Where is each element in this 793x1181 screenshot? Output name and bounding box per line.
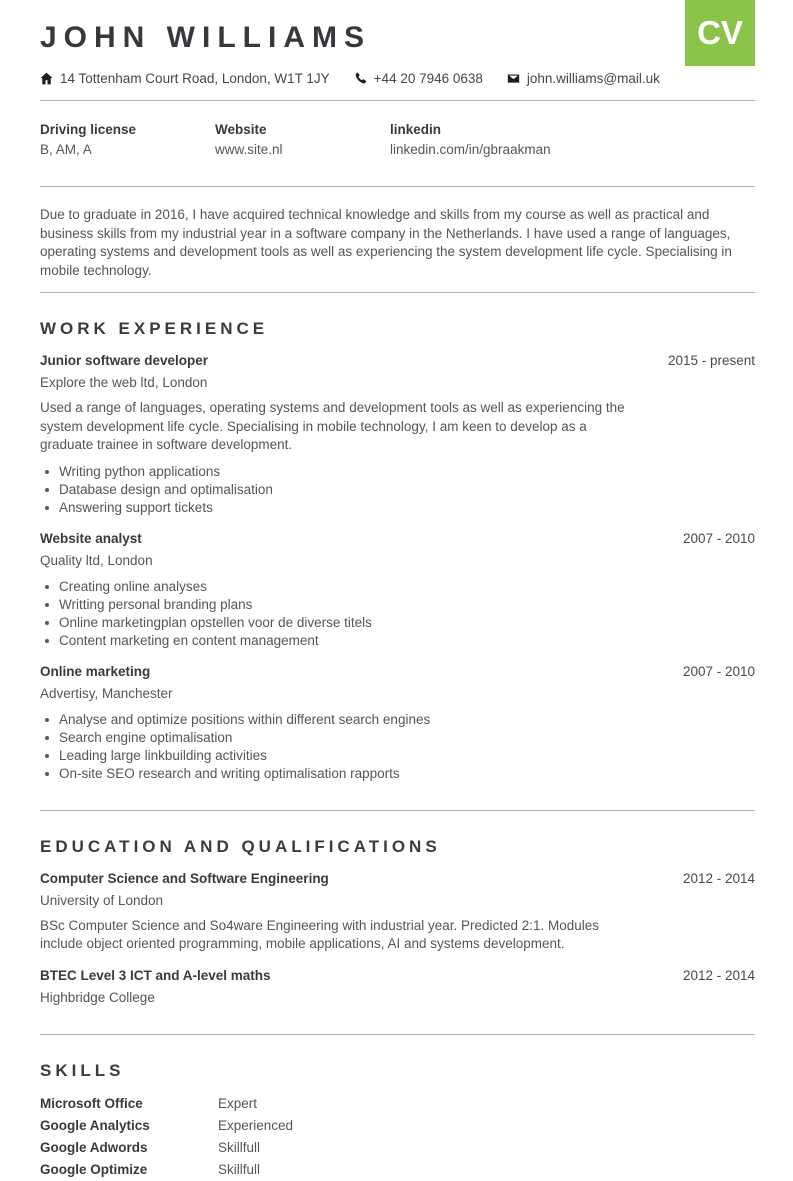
job-company: Explore the web ltd, London	[40, 375, 208, 390]
job-period: 2007 - 2010	[682, 530, 755, 546]
contact-address-text: 14 Tottenham Court Road, London, W1T 1JY	[60, 71, 330, 86]
contact-phone	[354, 71, 483, 86]
job-bullet: Writting personal branding plans	[40, 596, 755, 614]
divider	[40, 186, 755, 187]
cv-badge-label: CV	[697, 14, 743, 51]
detail-value: www.site.nl	[215, 142, 283, 157]
job-bullet: Content marketing en content management	[40, 632, 755, 650]
entry-head	[40, 870, 755, 888]
section-title-education: EDUCATION AND QUALIFICATIONS	[40, 836, 441, 856]
divider	[40, 100, 755, 101]
skill-level: Expert	[218, 1095, 258, 1111]
job-bullet-list	[40, 463, 755, 517]
skills-list	[40, 1093, 755, 1181]
profile-summary: Due to graduate in 2016, I have acquired technical knowledge and skills from my course as well as practical and business skills from my industrial year in a software company in the Netherlands. I have used a range of languages, operating systems and development tools as well as experiencing the system development life cycle. Specialising in mobile technology.	[40, 207, 732, 278]
entry-head	[40, 967, 755, 985]
contact-email	[507, 71, 660, 86]
cv-badge	[685, 0, 755, 66]
job-bullet: Creating online analyses	[40, 578, 755, 596]
work-entry	[40, 530, 755, 650]
job-bullet: Writing python applications	[40, 463, 755, 481]
skill-level: Skillfull	[218, 1139, 261, 1155]
skill-row	[40, 1115, 755, 1137]
entry-head	[40, 663, 755, 681]
skill-name: Microsoft Office	[40, 1095, 143, 1111]
job-bullet: On-site SEO research and writing optimalisation rapports	[40, 765, 755, 783]
job-bullet: Database design and optimalisation	[40, 481, 755, 499]
contact-row	[40, 71, 755, 86]
education-entry	[40, 870, 755, 954]
skill-row	[40, 1159, 755, 1181]
skill-name: Google Analytics	[40, 1117, 150, 1133]
job-period: 2007 - 2010	[682, 663, 755, 679]
detail-value: B, AM, A	[40, 142, 92, 157]
degree-period: 2012 - 2014	[682, 870, 755, 886]
detail-label: Driving license	[40, 122, 137, 137]
skill-name: Google Adwords	[40, 1139, 148, 1155]
degree-period: 2012 - 2014	[682, 967, 755, 983]
job-bullet: Leading large linkbuilding activities	[40, 747, 755, 765]
detail-label: linkedin	[390, 122, 442, 137]
contact-email-text: john.williams@mail.uk	[526, 71, 660, 86]
work-entry	[40, 352, 755, 517]
job-company: Advertisy, Manchester	[40, 685, 173, 701]
job-bullet: Answering support tickets	[40, 499, 755, 517]
entry-head	[40, 352, 755, 370]
skill-name: Google Optimize	[40, 1161, 148, 1177]
section-title-skills: SKILLS	[40, 1060, 125, 1080]
job-description: Used a range of languages, operating systems and development tools as well as experiencing the system development life cycle. Specialising in mobile technology, I am keen to develop as a graduate trainee in software development.	[40, 400, 625, 452]
skill-row	[40, 1137, 755, 1159]
degree-title: BTEC Level 3 ICT and A-level maths	[40, 967, 271, 983]
divider	[40, 1034, 755, 1035]
job-bullet-list	[40, 578, 755, 650]
job-bullet: Analyse and optimize positions within different search engines	[40, 711, 755, 729]
job-title: Junior software developer	[40, 353, 209, 368]
detail-value: linkedin.com/in/gbraakman	[390, 142, 551, 157]
divider	[40, 292, 755, 293]
email-icon	[507, 72, 520, 85]
detail-label: Website	[215, 122, 267, 137]
job-period: 2015 - present	[667, 353, 755, 368]
phone-icon	[354, 72, 367, 85]
school-name: University of London	[40, 892, 164, 908]
detail-website	[215, 121, 390, 159]
education-entry	[40, 967, 755, 1007]
details-row	[40, 121, 755, 159]
page-title: JOHN WILLIAMS	[40, 21, 371, 54]
detail-driving-license	[40, 121, 215, 159]
contact-address	[40, 71, 330, 86]
skill-level: Experienced	[218, 1117, 294, 1133]
job-bullet-list	[40, 711, 755, 783]
degree-description: BSc Computer Science and So4ware Engineering with industrial year. Predicted 2:1. Modules include object oriented programming, mobile applications, AI and systems development.	[40, 917, 600, 951]
home-icon	[40, 72, 53, 85]
job-bullet: Online marketingplan opstellen voor de diverse titels	[40, 614, 755, 632]
contact-phone-text: +44 20 7946 0638	[373, 71, 483, 86]
entry-head	[40, 530, 755, 548]
school-name: Highbridge College	[40, 989, 155, 1005]
skill-row	[40, 1093, 755, 1115]
skill-level: Skillfull	[218, 1161, 261, 1177]
section-title-work-experience: WORK EXPERIENCE	[40, 319, 269, 338]
degree-title: Computer Science and Software Engineering	[40, 870, 329, 886]
job-title: Website analyst	[40, 530, 142, 546]
work-entry	[40, 663, 755, 783]
job-title: Online marketing	[40, 663, 151, 679]
job-company: Quality ltd, London	[40, 552, 153, 568]
divider	[40, 810, 755, 811]
job-bullet: Search engine optimalisation	[40, 729, 755, 747]
detail-linkedin	[390, 121, 565, 159]
